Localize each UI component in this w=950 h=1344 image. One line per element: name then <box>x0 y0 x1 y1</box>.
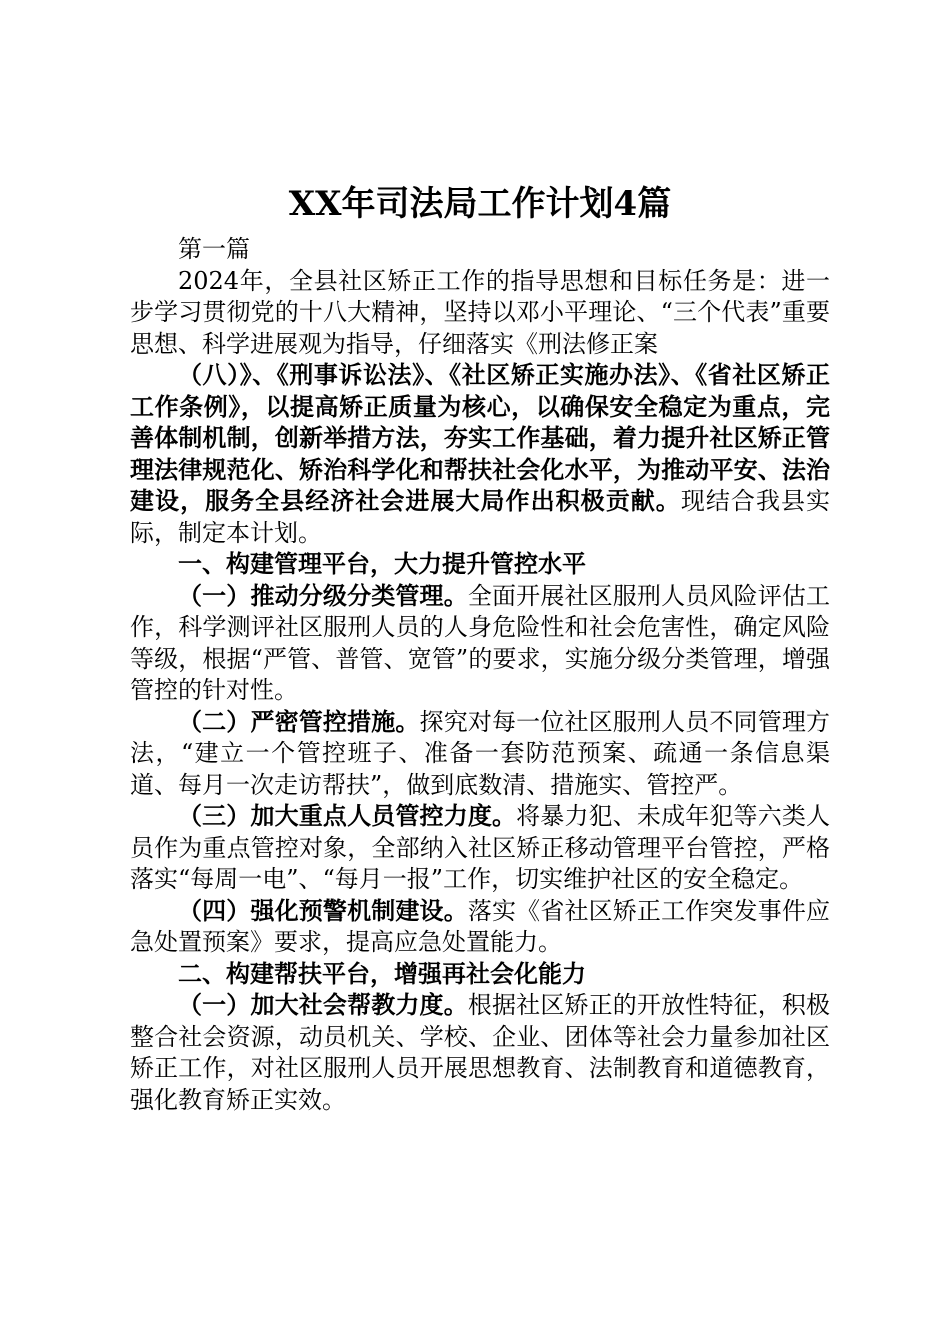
section-1-item-4 <box>130 896 830 959</box>
section-1-item-2-text: 探究对每一位社区服刑人员不同管理方法，“建立一个管控班子、准备一套防范预案、疏通一条信息渠道、每月一次走访帮扶”，做到底数清、措施实、管控严。 <box>130 707 831 799</box>
section-1-item-4-text: 落实《省社区矫正工作突发事件应急处置预案》要求，提高应急处置能力。 <box>130 896 831 956</box>
section-2-heading: 二、构建帮扶平台，增强再社会化能力 <box>178 959 586 988</box>
intro-paragraph-1: 2024年，全县社区矫正工作的指导思想和目标任务是：进一步学习贯彻党的十八大精神，坚持以邓小平理论、“三个代表”重要思想、科学进展观为指导，仔细落实《刑法修正案 <box>130 266 830 358</box>
section-2-item-1-lead: （一）加大社会帮教力度。 <box>178 991 468 1019</box>
section-1-item-3 <box>130 801 830 896</box>
section-1-item-1-lead: （一）推动分级分类管理。 <box>178 581 468 610</box>
section-2-item-1-text: 根据社区矫正的开放性特征，积极整合社会资源，动员机关、学校、企业、团体等社会力量参加社区矫正工作，对社区服刑人员开展思想教育、法制教育和道德教育，强化教育矫正实效。 <box>130 991 831 1114</box>
section-1-item-1 <box>130 581 830 707</box>
section-1-item-3-text: 将暴力犯、未成年犯等六类人员作为重点管控对象，全部纳入社区矫正移动管理平台管控，严格落实“每周一电”、“每月一报”工作，切实维护社区的安全稳定。 <box>130 802 831 893</box>
intro-paragraph-2-bold: （八）》、《刑事诉讼法》、《社区矫正实施办法》、《省社区矫正工作条例》，以提高矫正质量为核心，以确保安全稳定为重点，完善体制机制，创新举措方法，夯实工作基础，着力提升社区矫正管理法律规范化、矫治科学化和帮扶社会化水平，为推动平安、法治建设，服务全县经济社会进展大局作出积极贡献。 <box>130 361 830 515</box>
section-2-item-1 <box>130 990 830 1116</box>
section-1-item-3-lead: （三）加大重点人员管控力度。 <box>178 802 517 830</box>
section-1-heading: 一、构建管理平台，大力提升管控水平 <box>178 550 586 578</box>
section-1-item-1-text: 全面开展社区服刑人员风险评估工作，科学测评社区服刑人员的人身危险性和社会危害性，确定风险等级，根据“严管、普管、宽管”的要求，实施分级分类管理，增强管控的针对性。 <box>130 581 831 704</box>
document-page <box>130 180 830 1116</box>
section-1-item-2 <box>130 707 830 802</box>
section-1-item-2-lead: （二）严密管控措施。 <box>178 707 420 736</box>
part-label: 第一篇 <box>178 235 250 263</box>
intro-paragraph-2-tail: 现结合我县实际，制定本计划。 <box>130 487 831 547</box>
document-title: XX年司法局工作计划4篇 <box>288 184 672 224</box>
intro-paragraph-2 <box>130 360 830 549</box>
section-1-item-4-lead: （四）强化预警机制建设。 <box>178 896 468 925</box>
